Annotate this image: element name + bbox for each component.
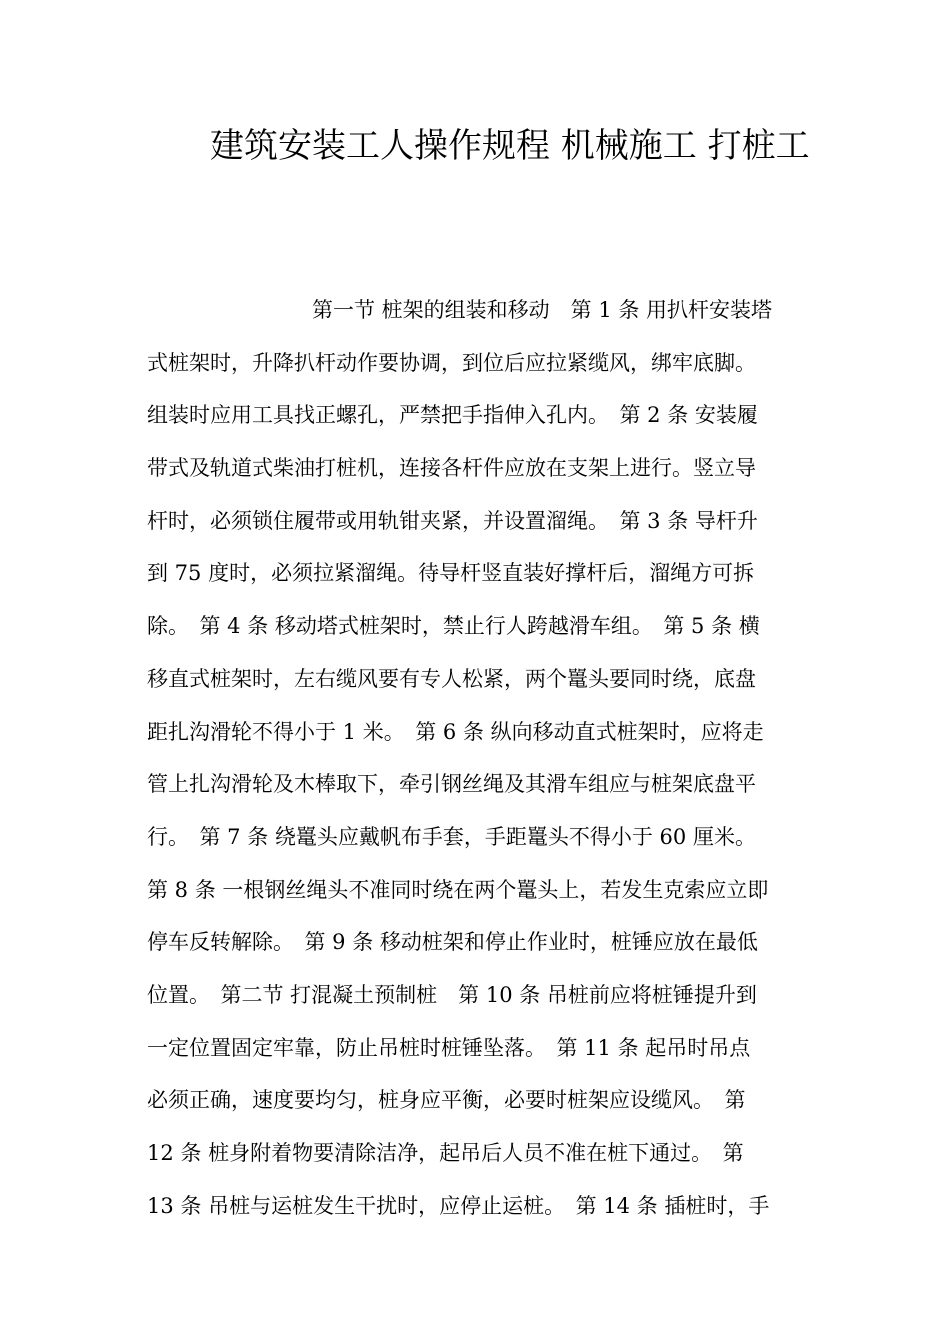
body-line: 除。 第 4 条 移动塔式桩架时，禁止行人跨越滑车组。 第 5 条 横 <box>147 614 760 639</box>
body-line: 距扎沟滑轮不得小于 1 米。 第 6 条 纵向移动直式桩架时，应将走 <box>147 719 764 744</box>
body-line: 行。 第 7 条 绕鼍头应戴帆布手套，手距鼍头不得小于 60 厘米。 <box>147 824 756 849</box>
body-line: 组装时应用工具找正螺孔，严禁把手指伸入孔内。 第 2 条 安装履 <box>147 403 758 428</box>
body-line: 必须正确，速度要均匀，桩身应平衡，必要时桩架应设缆风。 第 <box>147 1088 746 1113</box>
body-line: 管上扎沟滑轮及木棒取下，牵引钢丝绳及其滑车组应与桩架底盘平 <box>147 772 756 797</box>
body-line: 第 8 条 一根钢丝绳头不准同时绕在两个鼍头上，若发生克索应立即 <box>147 877 769 902</box>
body-line: 12 条 桩身附着物要清除洁净，起吊后人员不准在桩下通过。 第 <box>147 1141 744 1165</box>
body-line: 停车反转解除。 第 9 条 移动桩架和停止作业时，桩锤应放在最低 <box>147 930 758 955</box>
body-line: 移直式桩架时，左右缆风要有专人松紧，两个鼍头要同时绕，底盘 <box>147 666 756 691</box>
body-line: 13 条 吊桩与运桩发生干扰时，应停止运桩。 第 14 条 插桩时，手 <box>147 1193 770 1218</box>
body-line: 杆时，必须锁住履带或用轨钳夹紧，并设置溜绳。 第 3 条 导杆升 <box>147 508 758 533</box>
body-line: 一定位置固定牢靠，防止吊桩时桩锤坠落。 第 11 条 起吊时吊点 <box>147 1035 751 1060</box>
body-line: 位置。 第二节 打混凝土预制桩 第 10 条 吊桩前应将桩锤提升到 <box>147 982 757 1007</box>
body-line: 式桩架时，升降扒杆动作要协调，到位后应拉紧缆风，绑牢底脚。 <box>147 350 756 375</box>
body-line: 带式及轨道式柴油打桩机，连接各杆件应放在支架上进行。竖立导 <box>147 456 756 481</box>
body-line: 第一节 桩架的组装和移动 第 1 条 用扒杆安装塔 <box>312 298 773 322</box>
body-line: 到 75 度时，必须拉紧溜绳。待导杆竖直装好撑杆后，溜绳方可拆 <box>147 561 755 586</box>
document-title: 建筑安装工人操作规程 机械施工 打桩工 <box>210 126 810 166</box>
document-body <box>147 286 807 1234</box>
